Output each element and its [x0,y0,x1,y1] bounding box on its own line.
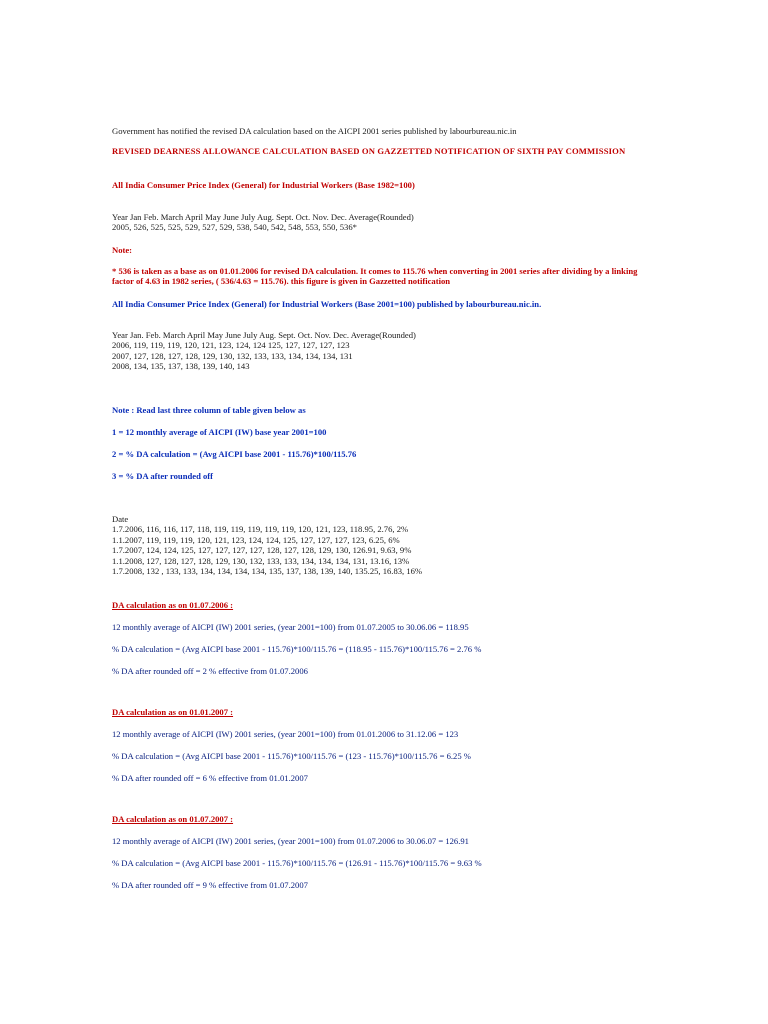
calc-line: % DA calculation = (Avg AICPI base 2001 - 115.76)*100/115.76 = (123 - 115.76)*100/115.76 = 6.25 % [112,751,471,761]
table-header: Year Jan Feb. March April May June July Aug. Sept. Oct. Nov. Dec. Average(Rounded) [112,212,414,222]
table-row: 1.1.2008, 127, 128, 127, 128, 129, 130, 132, 133, 133, 134, 134, 134, 131, 13.16, 13% [112,555,410,566]
calc-heading-2006-07: DA calculation as on 01.07.2006 : [112,600,234,610]
table-2001 [112,330,657,372]
calc-line: % DA calculation = (Avg AICPI base 2001 - 115.76)*100/115.76 = (118.95 - 115.76)*100/115.76 = 2.76 % [112,644,482,654]
table-header: Year Jan. Feb. March April May June July Aug. Sept. Oct. Nov. Dec. Average(Rounded) [112,330,416,340]
table-row: 1.7.2006, 116, 116, 117, 118, 119, 119, 119, 119, 119, 120, 121, 123, 118.95, 2.76, 2% [112,524,409,535]
note-item-1: 1 = 12 monthly average of AICPI (IW) base year 2001=100 [112,427,327,437]
table-row: 1.1.2007, 119, 119, 119, 120, 121, 123, 124, 124, 125, 127, 127, 127, 123, 6.25, 6% [112,534,400,545]
calc-line: 12 monthly average of AICPI (IW) 2001 series, (year 2001=100) from 01.01.2006 to 31.12.06 = 123 [112,729,459,739]
note-label: Note: [112,245,133,255]
calc-line: % DA calculation = (Avg AICPI base 2001 - 115.76)*100/115.76 = (126.91 - 115.76)*100/115.76 = 9.63 % [112,858,482,868]
calc-heading-2007-07: DA calculation as on 01.07.2007 : [112,814,234,824]
table-row: 2005, 526, 525, 525, 529, 527, 529, 538, 540, 542, 548, 553, 550, 536* [112,222,357,233]
table-row: 1.7.2008, 132 , 133, 133, 134, 134, 134, 134, 135, 137, 138, 139, 140, 135.25, 16.83, 16% [112,566,423,577]
table-row: 2006, 119, 119, 119, 120, 121, 123, 124, 124 125, 127, 127, 127, 123 [112,340,350,351]
note-text: * 536 is taken as a base as on 01.01.2006 for revised DA calculation. It comes to 115.76 when converting in 2001 series after dividing by a linking factor of 4.63 in 1982 series, ( 536/4.63 = 115.76). this figure is given in Gazzetted notification [112,266,638,287]
calc-line: 12 monthly average of AICPI (IW) 2001 series, (year 2001=100) from 01.07.2006 to 30.06.07 = 126.91 [112,836,469,846]
table-row: 2008, 134, 135, 137, 138, 139, 140, 143 [112,361,250,372]
intro-text: Government has notified the revised DA calculation based on the AICPI 2001 series published by labourbureau.nic.in [112,126,517,136]
note-item-3: 3 = % DA after rounded off [112,471,214,481]
calc-line: 12 monthly average of AICPI (IW) 2001 series, (year 2001=100) from 01.07.2005 to 30.06.06 = 118.95 [112,622,469,632]
table-1982 [112,212,657,233]
index-1982-heading: All India Consumer Price Index (General) for Industrial Workers (Base 1982=100) [112,180,415,190]
calc-line: % DA after rounded off = 9 % effective from 01.07.2007 [112,880,308,890]
calc-heading-2007-01: DA calculation as on 01.01.2007 : [112,707,234,717]
table-row: 2007, 127, 128, 127, 128, 129, 130, 132, 133, 133, 134, 134, 134, 131 [112,350,353,361]
notes-intro: Note : Read last three column of table given below as [112,405,306,415]
table-header: Date [112,514,129,524]
calc-line: % DA after rounded off = 6 % effective from 01.01.2007 [112,773,308,783]
calc-line: % DA after rounded off = 2 % effective from 01.07.2006 [112,666,308,676]
index-2001-heading: All India Consumer Price Index (General) for Industrial Workers (Base 2001=100) published by labourbureau.nic.in. [112,299,542,309]
date-table [112,514,657,576]
document-title: REVISED DEARNESS ALLOWANCE CALCULATION BASED ON GAZZETTED NOTIFICATION OF SIXTH PAY COMMISSION [112,146,626,156]
note-item-2: 2 = % DA calculation = (Avg AICPI base 2001 - 115.76)*100/115.76 [112,449,357,459]
table-row: 1.7.2007, 124, 124, 125, 127, 127, 127, 127, 128, 127, 128, 129, 130, 126.91, 9.63, 9% [112,545,412,556]
